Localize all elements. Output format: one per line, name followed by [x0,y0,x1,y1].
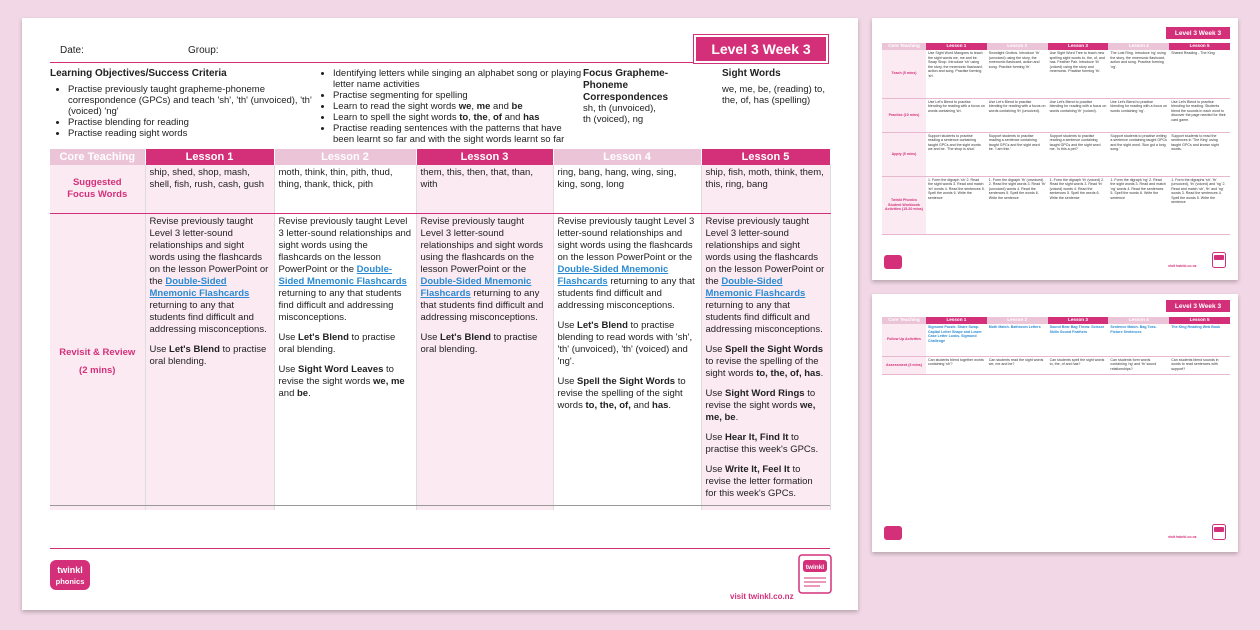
mini-cell: Use Let's Blend to practise blending for reading with a focus on words containing 'sh'. [926,98,987,132]
mini-lesson-header: Lesson 1 [926,43,987,50]
sight-words-body: we, me, be, (reading) to, the, of, has (spelling) [722,84,825,106]
objective-item: • Practise blending for reading [68,117,316,128]
mini-cell: Use Sight Word Mangoes to teach the sight words we, me and be. Swap Shop. Introduce 'sh' using the story, the mnemonic flashcard, action and song. Practise forming 'sh'. [926,50,987,98]
mini-cell: Sound Bear Bag Throw. Scissor Skills Sound Feathers [1048,324,1109,356]
side-page-badge: Level 3 Week 3 [1166,300,1230,312]
objective-item: • Practise segmenting for spelling [333,90,583,101]
twinkl-logo-small [884,255,902,269]
logo-text: phonics [55,577,85,586]
revise-text: Revise previously taught Level 3 letter-sound relationships and sight words using the flashcards on the lesson PowerPoint or the [278,216,412,275]
mini-cell: Moth Match. Bathroom Letters [987,324,1048,356]
date-label: Date: [60,45,84,56]
revise-text: returning to any that students find difficult and addressing misconceptions. [278,288,402,323]
focus-gpc-body [583,103,713,125]
mini-row-label: Practise (10 mins) [882,98,926,132]
side-page-1-table [882,43,1230,235]
activity-text: and [633,400,650,411]
objectives-list-1 [54,84,316,139]
mini-lesson-header: Lesson 1 [926,317,987,324]
activity-text: to practise oral blending. [278,332,396,355]
side-visit-url: visit twinkl.co.nz [1168,535,1197,539]
mini-lesson-header: Lesson 5 [1169,43,1230,50]
objective-item: • Learn to read the sight words we, me and be [333,101,583,112]
mini-cell: The Lost Ring. Introduce 'ng' using the story, the mnemonic flashcard, action and song. Practise forming 'ng'. [1108,50,1169,98]
focus-words-label-line: Focus Words [67,189,128,200]
twinkl-phonics-logo [50,560,90,590]
seal-text: twinkl [805,564,825,571]
activity-name: Sight Word Leaves [298,364,384,375]
footer-rule [50,548,830,549]
lesson-5-header: Lesson 5 [701,149,830,165]
use-word: Use [149,344,167,355]
activity-text: and [278,388,295,399]
activity-text: to revise the sight words [705,388,816,411]
use-word: Use [705,432,723,443]
revise-text: Revise previously taught Level 3 letter-sound relationships and sight words using the flashcards on the lesson PowerPoint or the [557,216,695,263]
activity-text: to revise the spelling of the sight words [557,376,686,411]
activity-name: Write It, Feel It [725,464,790,475]
activity-text: to revise the sight words [278,364,394,387]
mini-row-label: Teach (5 mins) [882,50,926,98]
revise-text: returning to any that students find difficult and addressing misconceptions. [149,300,267,335]
lesson-2-header: Lesson 2 [274,149,416,165]
activity-name: Let's Blend [440,332,491,343]
mini-cell: 1. Form the digraph 'sh' 2. Read the sight words 3. Read and match 'sh' words 4. Read the sentences 5. Spell the words 6. Write the sentence [926,176,987,234]
lesson-3-header: Lesson 3 [416,149,553,165]
revisit-cell-lesson-5: Revise previously taught Level 3 letter-sound relationships and sight words using the flashcards on the lesson PowerPoint or the Double-Sided Mnemonic Flashcards returning to any that students find difficult and addressing misconceptions. Use Spell the Sight Words to revise the spelling of the sight words to, the, of, has. Use Sight Word Rings to revise the sight words we, me, be. Use Hear It, Find It to practise this week's GPCs. Use Write It, Feel It to revise the letter formation for this week's GPCs. [701,214,830,511]
table-bottom-rule [50,505,830,506]
objective-item: • Learn to spell the sight words to, the, of and has [333,112,583,123]
focus-words-cell: them, this, then, that, than, with [416,165,553,214]
mini-cell: Can students blend together words containing 'sh'? [926,356,987,374]
revise-text: returning to any that students find difficult and addressing misconceptions. [705,300,823,335]
activity-text: to revise the letter formation for this week's GPCs. [705,464,813,499]
mini-row-label: Apply (5 mins) [882,132,926,176]
lesson-1-header: Lesson 1 [145,149,274,165]
use-word: Use [278,364,296,375]
mini-cell: The King Reading Web Book [1169,324,1230,356]
mini-cell: Sentence Match. Bag Toss. Picture Sentences [1108,324,1169,356]
focus-gpc-line: th (voiced), ng [583,114,644,125]
mini-lesson-header: Lesson 4 [1108,317,1169,324]
use-word: Use [705,344,723,355]
activity-name: Let's Blend [577,320,628,331]
side-page-2-table [882,317,1230,375]
logo-text: twinkl [57,565,83,575]
focus-words-cell: ship, shed, shop, mash, shell, fish, rush, cash, gush [145,165,274,214]
mini-core-header: Core Teaching [882,317,926,324]
mini-cell: Use Sight Word Tree to teach new spelling sight words to, the, of, and has. Feather Pair. Introduce 'th' (voiced) using the story and mnemonic. Practise forming 'th'. [1048,50,1109,98]
objectives-list-2 [319,68,583,145]
objective-item: • Identifying letters while singing an alphabet song or playing letter name activities [333,68,583,90]
activity-name: Spell the Sight Words [725,344,824,355]
activity-text: to revise the spelling of the sight words [705,356,819,379]
focus-words-cell: moth, think, thin, pith, thud, thing, thank, thick, pith [274,165,416,214]
focus-gpc-title: Focus Grapheme-Phoneme Correspondences [583,68,669,103]
twinkl-logo-small [884,526,902,540]
revisit-label [50,214,145,511]
revise-text: returning to any that students find difficult and addressing misconceptions. [420,288,544,323]
focus-words-label [50,165,145,214]
mini-row-label: Assessment (3 mins) [882,356,926,374]
objectives-title: Learning Objectives/Success Criteria [50,68,227,79]
sight-words-inline: we, me, be [705,400,816,423]
flashcards-link[interactable]: Double-Sided Mnemonic Flashcards [149,276,250,299]
lesson-4-header: Lesson 4 [553,149,701,165]
mini-cell: 1. Form the digraph 'th' (voiced) 2. Read the sight words 3. Read 'th' (voiced) words 4. Read the sentences 5. Spell the words 6. Write the sentence [1048,176,1109,234]
mini-cell: Support students to practise reading a sentence containing taught GPCs and the sight words we and be. 'The shop is shut.' [926,132,987,176]
objective-item: • Practise previously taught grapheme-phoneme correspondence (GPCs) and teach 'sh', 'th' (unvoiced), 'th' (voiced) 'ng' [68,84,316,117]
revisit-label-line: (2 mins) [79,365,116,376]
flashcards-link[interactable]: Double-Sided Mnemonic Flashcards [705,276,806,299]
group-label: Group: [188,45,219,56]
table-header-row [50,149,830,165]
mini-cell: Use Let's Blend to practise blending for reading with a focus on words containing 'th' (voiced). [1048,98,1109,132]
sight-words-inline: be [297,388,309,399]
sight-words-inline: to, the, of, [756,368,802,379]
mini-cell: Use Let's Blend to practise blending for reading. Students blend the sounds in each word to discover the page needed for their card game. [1169,98,1230,132]
revisit-cell-lesson-4: Revise previously taught Level 3 letter-sound relationships and sight words using the flashcards on the lesson PowerPoint or the Double-Sided Mnemonic Flashcards returning to any that students find difficult and addressing misconceptions. Use Let's Blend to practise blending to read words with 'sh', 'th' (unvoiced), 'th' (voiced) and 'ng'. Use Spell the Sight Words to revise the spelling of the sight words to, the, of, and has. [553,214,701,511]
objective-item: • Practise reading sight words [68,128,316,139]
mini-cell: Use Let's Blend to practise blending for reading with a focus on words containing 'th' (unvoiced). [987,98,1048,132]
mini-lesson-header: Lesson 3 [1048,317,1109,324]
mini-cell: 1. Form the digraphs 'sh', 'th' (unvoiced), 'th' (voiced) and 'ng' 2. Read and match 'sh', 'th' and 'ng' words 3. Read the sentences 4. Spell the words 5. Write the sentence [1169,176,1230,234]
sight-words-inline: to, the, of, [585,400,631,411]
level-week-badge: Level 3 Week 3 [694,35,828,63]
activity-name: Spell the Sight Words [577,376,676,387]
mini-cell: Snowlight Grottos. Introduce 'th' (unvoiced) using the story, the mnemonic flashcard, action and song. Practise forming 'th'. [987,50,1048,98]
activity-name: Hear It, Find It [725,432,789,443]
revisit-cell-lesson-2: Revise previously taught Level 3 letter-sound relationships and sight words using the flashcards on the lesson PowerPoint or the Double-Sided Mnemonic Flashcards returning to any that students find difficult and addressing misconceptions. Use Let's Blend to practise oral blending. Use Sight Word Leaves to revise the sight words we, me and be. [274,214,416,511]
activity-text: to practise this week's GPCs. [705,432,819,455]
activity-text: to practise blending to read words with 'sh', 'th' (unvoiced), 'th' (voiced) and 'ng'. [557,320,693,367]
mini-cell: Can students blend sounds in words to read sentences with support? [1169,356,1230,374]
use-word: Use [420,332,438,343]
visit-url[interactable]: visit twinkl.co.nz [730,592,794,601]
mini-cell: 1. Form the digraph 'ng' 2. Read the sight words 3. Read and match 'ng' words 4. Read the sentences 5. Spell the words 6. Write the sentence [1108,176,1169,234]
sight-words-inline: has [804,368,821,379]
mini-cell: Use Let's Blend to practise blending for reading with a focus on words containing 'ng'. [1108,98,1169,132]
revisit-label-line: Revisit & Review [59,347,136,358]
activity-text: to practise oral blending. [149,344,267,367]
mini-lesson-header: Lesson 4 [1108,43,1169,50]
mini-lesson-header: Lesson 3 [1048,43,1109,50]
revisit-cell-lesson-1 [145,214,274,511]
mini-cell: 1. Form the digraph 'th' (unvoiced) 2. Read the sight words 3. Read 'th' (unvoiced) words 4. Read the sentences 5. Spell the words 6. Write the sentence [987,176,1048,234]
revisit-review-row [50,214,830,511]
focus-words-cell: ship, fish, moth, think, them, this, ring, bang [701,165,830,214]
revise-text: Revise previously taught Level 3 letter-sound relationships and sight words using the flashcards on the lesson PowerPoint or the [149,216,269,287]
revise-text: Revise previously taught Level 3 letter-sound relationships and sight words using the flashcards on the lesson PowerPoint or the [420,216,544,275]
flashcards-link[interactable]: Double-Sided Mnemonic Flashcards [557,264,669,287]
mini-cell: Support students to practise reading a sentence containing taught GPCs and the sight word me. 'Is this a pet?' [1048,132,1109,176]
mini-cell: Can students read the sight words we, me and be? [987,356,1048,374]
side-page-1-thumbnail[interactable] [872,18,1238,280]
mini-cell: Support students to practise writing a sentence containing taught GPCs and the sight word. 'Bun got a long song.' [1108,132,1169,176]
quality-seal-icon-small [1212,524,1226,540]
mini-cell: Support students to practise reading a sentence containing taught GPCs and the sight word be. 'I am thin.' [987,132,1048,176]
quality-seal-icon-small [1212,252,1226,268]
activity-name: Let's Blend [169,344,220,355]
use-word: Use [705,388,723,399]
mini-core-header: Core Teaching [882,43,926,50]
mini-cell: Shared Reading - The King [1169,50,1230,98]
mini-cell: Sigmund Puzzle. Share Swap. Capital Letter Shape and Lower Case Letter Looks. Sigmund Challenge [926,324,987,356]
lesson-plan-table [50,149,831,510]
mini-lesson-header: Lesson 2 [987,43,1048,50]
use-word: Use [557,320,575,331]
objective-item: • Practise reading sentences with the patterns that have been learnt so far and with the sight words learnt so far [333,123,583,145]
side-page-badge: Level 3 Week 3 [1166,27,1230,39]
side-page-2-thumbnail[interactable] [872,294,1238,552]
mini-row-label: Follow Up Activities [882,324,926,356]
revise-text: Revise previously taught Level 3 letter-sound relationships and sight words using the flashcards on the lesson PowerPoint or the [705,216,825,287]
side-visit-url: visit twinkl.co.nz [1168,264,1197,268]
use-word: Use [557,376,575,387]
mini-row-label: Twinkl Phonics Student Workbook Activities (15-20 mins) [882,176,926,234]
revise-text: returning to any that students find difficult and addressing misconceptions. [557,276,695,311]
focus-gpc-line: sh, th (unvoiced), [583,103,656,114]
focus-words-label-line: Suggested [72,177,122,188]
sight-words-inline: has [652,400,669,411]
planning-page [22,18,858,610]
activity-name: Let's Blend [298,332,349,343]
mini-cell: Can students form words containing 'ng' and 'th' sound relationships? [1108,356,1169,374]
focus-words-row [50,165,830,214]
activity-name: Sight Word Rings [725,388,805,399]
focus-words-cell: ring, bang, hang, wing, sing, king, song, long [553,165,701,214]
mini-cell: Can students spell the sight words to, the, of and has? [1048,356,1109,374]
header-rule [50,62,694,63]
mini-lesson-header: Lesson 2 [987,317,1048,324]
sight-words-title: Sight Words [722,68,781,79]
revisit-cell-lesson-3 [416,214,553,511]
quality-seal-icon [798,554,832,594]
activity-text: to practise oral blending. [420,332,538,355]
mini-lesson-header: Lesson 5 [1169,317,1230,324]
flashcards-link[interactable]: Double-Sided Mnemonic Flashcards [278,264,407,287]
flashcards-link[interactable]: Double-Sided Mnemonic Flashcards [420,276,532,299]
core-teaching-header: Core Teaching [50,149,145,165]
use-word: Use [278,332,296,343]
use-word: Use [705,464,723,475]
sight-words-inline: we, me [373,376,405,387]
mini-cell: Support students to read the sentences in 'The King' using taught GPCs and known sight words. [1169,132,1230,176]
